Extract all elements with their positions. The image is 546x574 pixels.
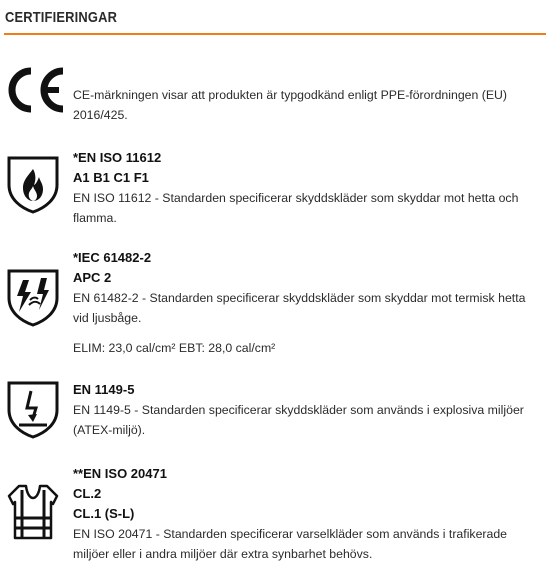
- electric-arc-shield-icon: [5, 266, 61, 333]
- high-visibility-vest-icon: [5, 482, 61, 549]
- cert-description: EN 1149-5 - Standarden specificerar skyddskläder som används i explosiva miljöer (ATEX-miljö).: [73, 403, 524, 437]
- cert-classification: CL.2: [73, 486, 102, 501]
- cert-description: EN 61482-2 - Standarden specificerar skyddskläder som skyddar mot termisk hetta vid ljusbåge.: [73, 291, 526, 325]
- section-title: CERTIFIERINGAR: [5, 9, 118, 26]
- cert-description: EN ISO 20471 - Standarden specificerar varselkläder som används i trafikerade miljöer eller i andra miljöer där extra synbarhet behövs.: [73, 527, 508, 561]
- cert-description: CE-märkningen visar att produkten är typgodkänd enligt PPE-förordningen (EU) 2016/425.: [73, 88, 508, 122]
- ce-mark-icon: [5, 67, 67, 118]
- cert-classification: APC 2: [73, 270, 112, 285]
- cert-standard: EN 1149-5: [73, 382, 135, 397]
- cert-standard: *EN ISO 11612: [73, 150, 162, 165]
- cert-classification: A1 B1 C1 F1: [73, 170, 149, 185]
- cert-classification: CL.1 (S-L): [73, 506, 135, 521]
- cert-standard: *IEC 61482-2: [73, 250, 152, 265]
- cert-description: EN ISO 11612 - Standarden specificerar skyddskläder som skyddar mot hetta och flamma.: [73, 191, 519, 225]
- flame-shield-icon: [5, 153, 61, 220]
- antistatic-shield-icon: [5, 378, 61, 445]
- cert-arc-values: ELIM: 23,0 cal/cm² EBT: 28,0 cal/cm²: [73, 341, 276, 355]
- orange-divider: [4, 33, 546, 35]
- cert-standard: **EN ISO 20471: [73, 466, 167, 481]
